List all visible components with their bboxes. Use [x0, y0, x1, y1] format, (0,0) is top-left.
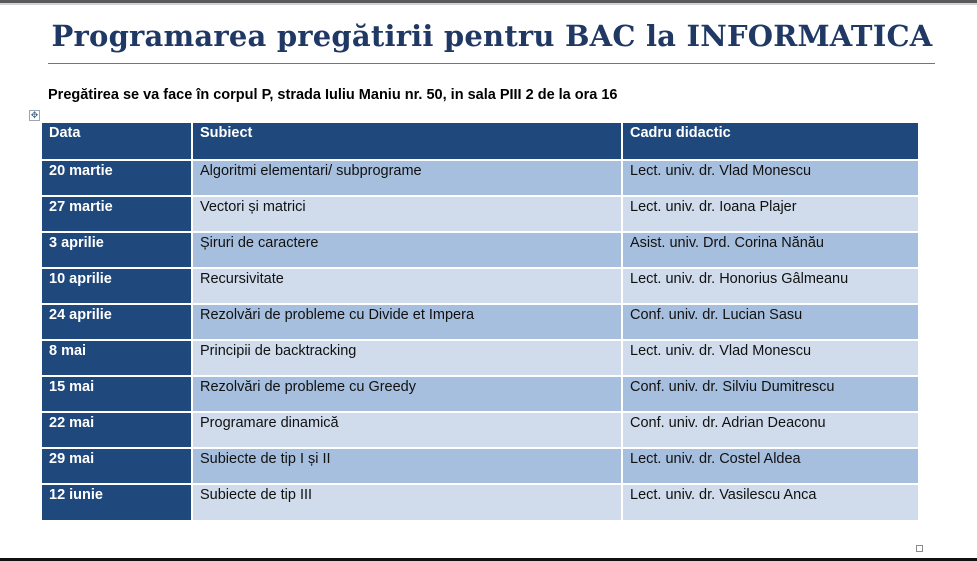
teacher-cell[interactable]: Lect. univ. dr. Vlad Monescu — [622, 160, 918, 196]
teacher-cell[interactable]: Conf. univ. dr. Silviu Dumitrescu — [622, 376, 918, 412]
document-title: Programarea pregătirii pentru BAC la INFORMATICA — [51, 19, 933, 53]
document-subtitle: Pregătirea se va face în corpul P, strada Iuliu Maniu nr. 50, in sala PIII 2 de la ora 16 — [48, 87, 618, 103]
date-cell[interactable]: 29 mai — [42, 448, 192, 484]
subject-cell[interactable]: Algoritmi elementari/ subprograme — [192, 160, 622, 196]
subject-cell[interactable]: Principii de backtracking — [192, 340, 622, 376]
table-row — [42, 304, 918, 340]
table-move-handle-icon[interactable]: ✥ — [30, 110, 39, 120]
subject-cell[interactable]: Șiruri de caractere — [192, 232, 622, 268]
table-header-row — [42, 123, 918, 160]
title-underline — [48, 63, 935, 64]
teacher-cell[interactable]: Lect. univ. dr. Honorius Gâlmeanu — [622, 268, 918, 304]
subject-cell[interactable]: Subiecte de tip I și II — [192, 448, 622, 484]
schedule-table — [42, 123, 918, 520]
subject-cell[interactable]: Recursivitate — [192, 268, 622, 304]
teacher-cell[interactable]: Conf. univ. dr. Adrian Deaconu — [622, 412, 918, 448]
teacher-cell[interactable]: Asist. univ. Drd. Corina Nănău — [622, 232, 918, 268]
date-cell[interactable]: 8 mai — [42, 340, 192, 376]
table-row — [42, 160, 918, 196]
subject-cell[interactable]: Vectori și matrici — [192, 196, 622, 232]
date-cell[interactable]: 15 mai — [42, 376, 192, 412]
date-cell[interactable]: 10 aprilie — [42, 268, 192, 304]
table-row — [42, 376, 918, 412]
subject-cell[interactable]: Programare dinamică — [192, 412, 622, 448]
table-row — [42, 412, 918, 448]
window-top-border-shadow — [0, 3, 977, 5]
teacher-cell[interactable]: Lect. univ. dr. Vasilescu Anca — [622, 484, 918, 520]
subject-cell[interactable]: Rezolvări de probleme cu Greedy — [192, 376, 622, 412]
teacher-cell[interactable]: Lect. univ. dr. Ioana Plajer — [622, 196, 918, 232]
teacher-cell[interactable]: Lect. univ. dr. Costel Aldea — [622, 448, 918, 484]
date-cell[interactable]: 27 martie — [42, 196, 192, 232]
table-row — [42, 448, 918, 484]
header-subject[interactable]: Subiect — [192, 123, 622, 160]
table-resize-handle-icon[interactable] — [916, 545, 923, 552]
date-cell[interactable]: 22 mai — [42, 412, 192, 448]
date-cell[interactable]: 3 aprilie — [42, 232, 192, 268]
subject-cell[interactable]: Rezolvări de probleme cu Divide et Impera — [192, 304, 622, 340]
subject-cell[interactable]: Subiecte de tip III — [192, 484, 622, 520]
teacher-cell[interactable]: Conf. univ. dr. Lucian Sasu — [622, 304, 918, 340]
date-cell[interactable]: 24 aprilie — [42, 304, 192, 340]
date-cell[interactable]: 20 martie — [42, 160, 192, 196]
table-row — [42, 268, 918, 304]
teacher-cell[interactable]: Lect. univ. dr. Vlad Monescu — [622, 340, 918, 376]
table-row — [42, 196, 918, 232]
table-row — [42, 232, 918, 268]
table-row — [42, 484, 918, 520]
table-row — [42, 340, 918, 376]
date-cell[interactable]: 12 iunie — [42, 484, 192, 520]
header-date[interactable]: Data — [42, 123, 192, 160]
header-teacher[interactable]: Cadru didactic — [622, 123, 918, 160]
